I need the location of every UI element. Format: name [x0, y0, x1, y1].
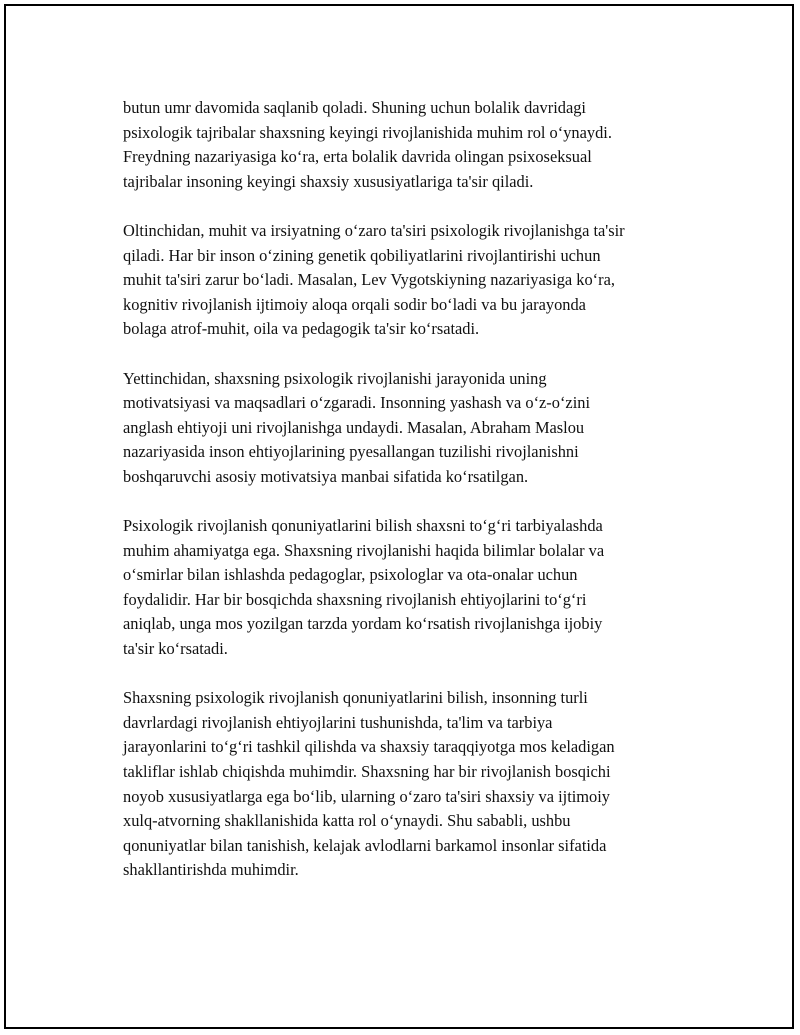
text-line: qonuniyatlar bilan tanishish, kelajak avlodlarni barkamol insonlar sifatida [123, 835, 607, 855]
text-line: Psixologik rivojlanish qonuniyatlarini bilish shaxsni toʻgʻri tarbiyalashda [123, 516, 603, 536]
text-line: qiladi. Har bir inson oʻzining genetik qobiliyatlarini rivojlantirishi uchun [123, 245, 601, 265]
text-line: ta'sir koʻrsatadi. [123, 639, 228, 659]
paragraph-seventh-point [123, 367, 713, 490]
text-line: muhit ta'siri zarur boʻladi. Masalan, Lev Vygotskiyning nazariyasiga koʻra, [123, 270, 615, 290]
text-line: anglash ehtiyoji uni rivojlanishga undaydi. Masalan, Abraham Maslou [123, 417, 585, 437]
text-line: shakllantirishda muhimdir. [123, 860, 299, 880]
text-line: kognitiv rivojlanish ijtimoiy aloqa orqali sodir boʻladi va bu jarayonda [123, 294, 586, 314]
paragraph-sixth-point [123, 219, 713, 342]
text-line: takliflar ishlab chiqishda muhimdir. Shaxsning har bir rivojlanish bosqichi [123, 762, 611, 782]
text-line: foydalidir. Har bir bosqichda shaxsning rivojlanish ehtiyojlarini toʻgʻri [123, 589, 587, 609]
text-line: jarayonlarini toʻgʻri tashkil qilishda va shaxsiy taraqqiyotga mos keladigan [123, 737, 615, 757]
text-line: nazariyasida inson ehtiyojlarining pyesallangan tuzilishi rivojlanishni [123, 442, 579, 462]
text-line: davrlardagi rivojlanish ehtiyojlarini tushunishda, ta'lim va tarbiya [123, 712, 553, 732]
text-line: Yettinchidan, shaxsning psixologik rivojlanishi jarayonida uning [123, 368, 547, 388]
text-line: motivatsiyasi va maqsadlari oʻzgaradi. Insonning yashash va oʻz-oʻzini [123, 393, 590, 413]
paragraph-continuation [123, 96, 713, 194]
page-frame [4, 4, 794, 1029]
text-line: Shaxsning psixologik rivojlanish qonuniyatlarini bilish, insonning turli [123, 688, 588, 708]
text-line: aniqlab, unga mos yozilgan tarzda yordam koʻrsatish rivojlanishga ijobiy [123, 614, 603, 634]
text-line: muhim ahamiyatga ega. Shaxsning rivojlanishi haqida bilimlar bolalar va [123, 540, 605, 560]
text-line: bolaga atrof-muhit, oila va pedagogik ta'sir koʻrsatadi. [123, 319, 480, 339]
paragraph-conclusion [123, 686, 713, 883]
text-line: Oltinchidan, muhit va irsiyatning oʻzaro ta'siri psixologik rivojlanishga ta'sir [123, 220, 625, 240]
text-line: xulq-atvorning shakllanishida katta rol oʻynaydi. Shu sababli, ushbu [123, 811, 571, 831]
paragraph-importance [123, 514, 713, 662]
text-line: oʻsmirlar bilan ishlashda pedagoglar, psixologlar va ota-onalar uchun [123, 565, 578, 585]
document-body [123, 96, 713, 908]
text-line: tajribalar insoning keyingi shaxsiy xususiyatlariga ta'sir qiladi. [123, 171, 534, 191]
text-line: noyob xususiyatlarga ega boʻlib, ularning oʻzaro ta'siri shaxsiy va ijtimoiy [123, 786, 610, 806]
text-line: Freydning nazariyasiga koʻra, erta bolalik davrida olingan psixoseksual [123, 147, 592, 167]
text-line: psixologik tajribalar shaxsning keyingi rivojlanishida muhim rol oʻynaydi. [123, 122, 612, 142]
text-line: butun umr davomida saqlanib qoladi. Shuning uchun bolalik davridagi [123, 98, 586, 117]
text-line: boshqaruvchi asosiy motivatsiya manbai sifatida koʻrsatilgan. [123, 466, 529, 486]
